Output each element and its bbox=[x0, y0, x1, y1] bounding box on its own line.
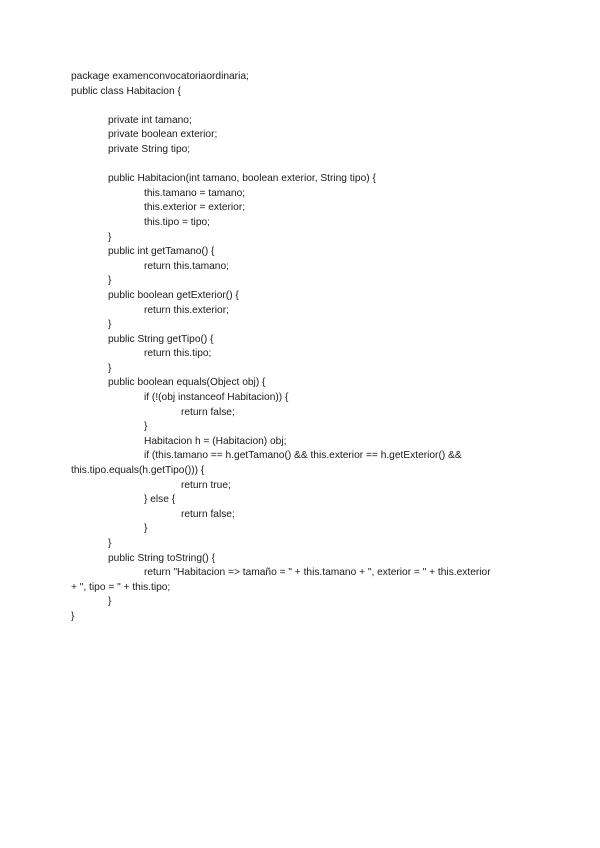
code-line-text: this.exterior = exterior; bbox=[144, 202, 246, 214]
code-line-text: } bbox=[108, 275, 112, 287]
code-line-text: if (this.tamano == h.getTamano() && this.exterior == h.getExterior() && bbox=[144, 450, 462, 462]
code-line bbox=[0, 172, 600, 187]
code-line-text: private int tamano; bbox=[108, 114, 192, 126]
code-line bbox=[0, 143, 600, 158]
code-line-text: public boolean equals(Object obj) { bbox=[108, 377, 266, 389]
code-line-text: public Habitacion(int tamano, boolean exterior, String tipo) { bbox=[108, 173, 376, 185]
code-line-text: this.tamano = tamano; bbox=[144, 187, 246, 199]
code-line-text: return true; bbox=[181, 479, 231, 491]
code-line bbox=[0, 391, 600, 406]
code-line-text: } else { bbox=[144, 494, 176, 506]
code-line-text: public class Habitacion { bbox=[71, 85, 181, 97]
code-line-text: } bbox=[108, 362, 112, 374]
code-line bbox=[0, 260, 600, 275]
code-line bbox=[0, 347, 600, 362]
code-line-text: return this.tamano; bbox=[144, 260, 229, 272]
code-line bbox=[0, 128, 600, 143]
code-line-text: } bbox=[144, 421, 148, 433]
code-line bbox=[0, 333, 600, 348]
code-line-text: } bbox=[108, 319, 112, 331]
code-line bbox=[0, 610, 600, 625]
code-line bbox=[0, 362, 600, 377]
code-line-text: private boolean exterior; bbox=[108, 129, 218, 141]
code-line bbox=[0, 70, 600, 85]
code-line bbox=[0, 158, 600, 173]
code-line bbox=[0, 289, 600, 304]
code-line bbox=[0, 435, 600, 450]
code-line-text: } bbox=[108, 596, 112, 608]
code-line-text: public String toString() { bbox=[108, 552, 216, 564]
code-line-text: } bbox=[108, 231, 112, 243]
code-line bbox=[0, 464, 600, 479]
code-line-text: public int getTamano() { bbox=[108, 246, 215, 258]
code-line-text: } bbox=[71, 610, 75, 622]
code-line-text: private String tipo; bbox=[108, 143, 191, 155]
code-line bbox=[0, 85, 600, 100]
code-line bbox=[0, 114, 600, 129]
code-line-text: return "Habitacion => tamaño = " + this.tamano + ", exterior = " + this.exterior bbox=[144, 567, 491, 579]
code-line bbox=[0, 216, 600, 231]
code-line-text: public boolean getExterior() { bbox=[108, 289, 239, 301]
code-line bbox=[0, 99, 600, 114]
code-line-text: } bbox=[108, 538, 112, 549]
code-line-text: return false; bbox=[181, 508, 235, 520]
code-line bbox=[0, 595, 600, 610]
code-line-text: this.tipo = tipo; bbox=[144, 216, 210, 228]
code-line bbox=[0, 420, 600, 435]
code-line-text: } bbox=[144, 523, 148, 535]
code-line bbox=[0, 552, 600, 567]
code-line-text: this.tipo.equals(h.getTipo())) { bbox=[71, 465, 205, 477]
code-line-text: package examenconvocatoriaordinaria; bbox=[71, 71, 249, 82]
code-line-text: public String getTipo() { bbox=[108, 333, 214, 345]
code-line bbox=[0, 522, 600, 537]
code-line bbox=[0, 449, 600, 464]
code-line bbox=[0, 274, 600, 289]
code-line bbox=[0, 566, 600, 581]
code-line bbox=[0, 479, 600, 494]
code-line bbox=[0, 581, 600, 596]
code-line bbox=[0, 493, 600, 508]
code-line bbox=[0, 201, 600, 216]
code-line bbox=[0, 187, 600, 202]
code-line bbox=[0, 537, 600, 552]
code-line bbox=[0, 508, 600, 523]
code-line-text: return false; bbox=[181, 406, 235, 418]
code-listing bbox=[0, 70, 600, 625]
code-line-text: + ", tipo = " + this.tipo; bbox=[71, 581, 171, 593]
code-line-text: if (!(obj instanceof Habitacion)) { bbox=[144, 392, 289, 404]
code-line-text: return this.exterior; bbox=[144, 304, 229, 316]
code-line bbox=[0, 245, 600, 260]
code-line bbox=[0, 304, 600, 319]
code-line-text: Habitacion h = (Habitacion) obj; bbox=[144, 435, 287, 447]
code-line-text: return this.tipo; bbox=[144, 348, 212, 360]
code-line bbox=[0, 406, 600, 421]
code-line bbox=[0, 231, 600, 246]
code-line bbox=[0, 376, 600, 391]
code-line bbox=[0, 318, 600, 333]
